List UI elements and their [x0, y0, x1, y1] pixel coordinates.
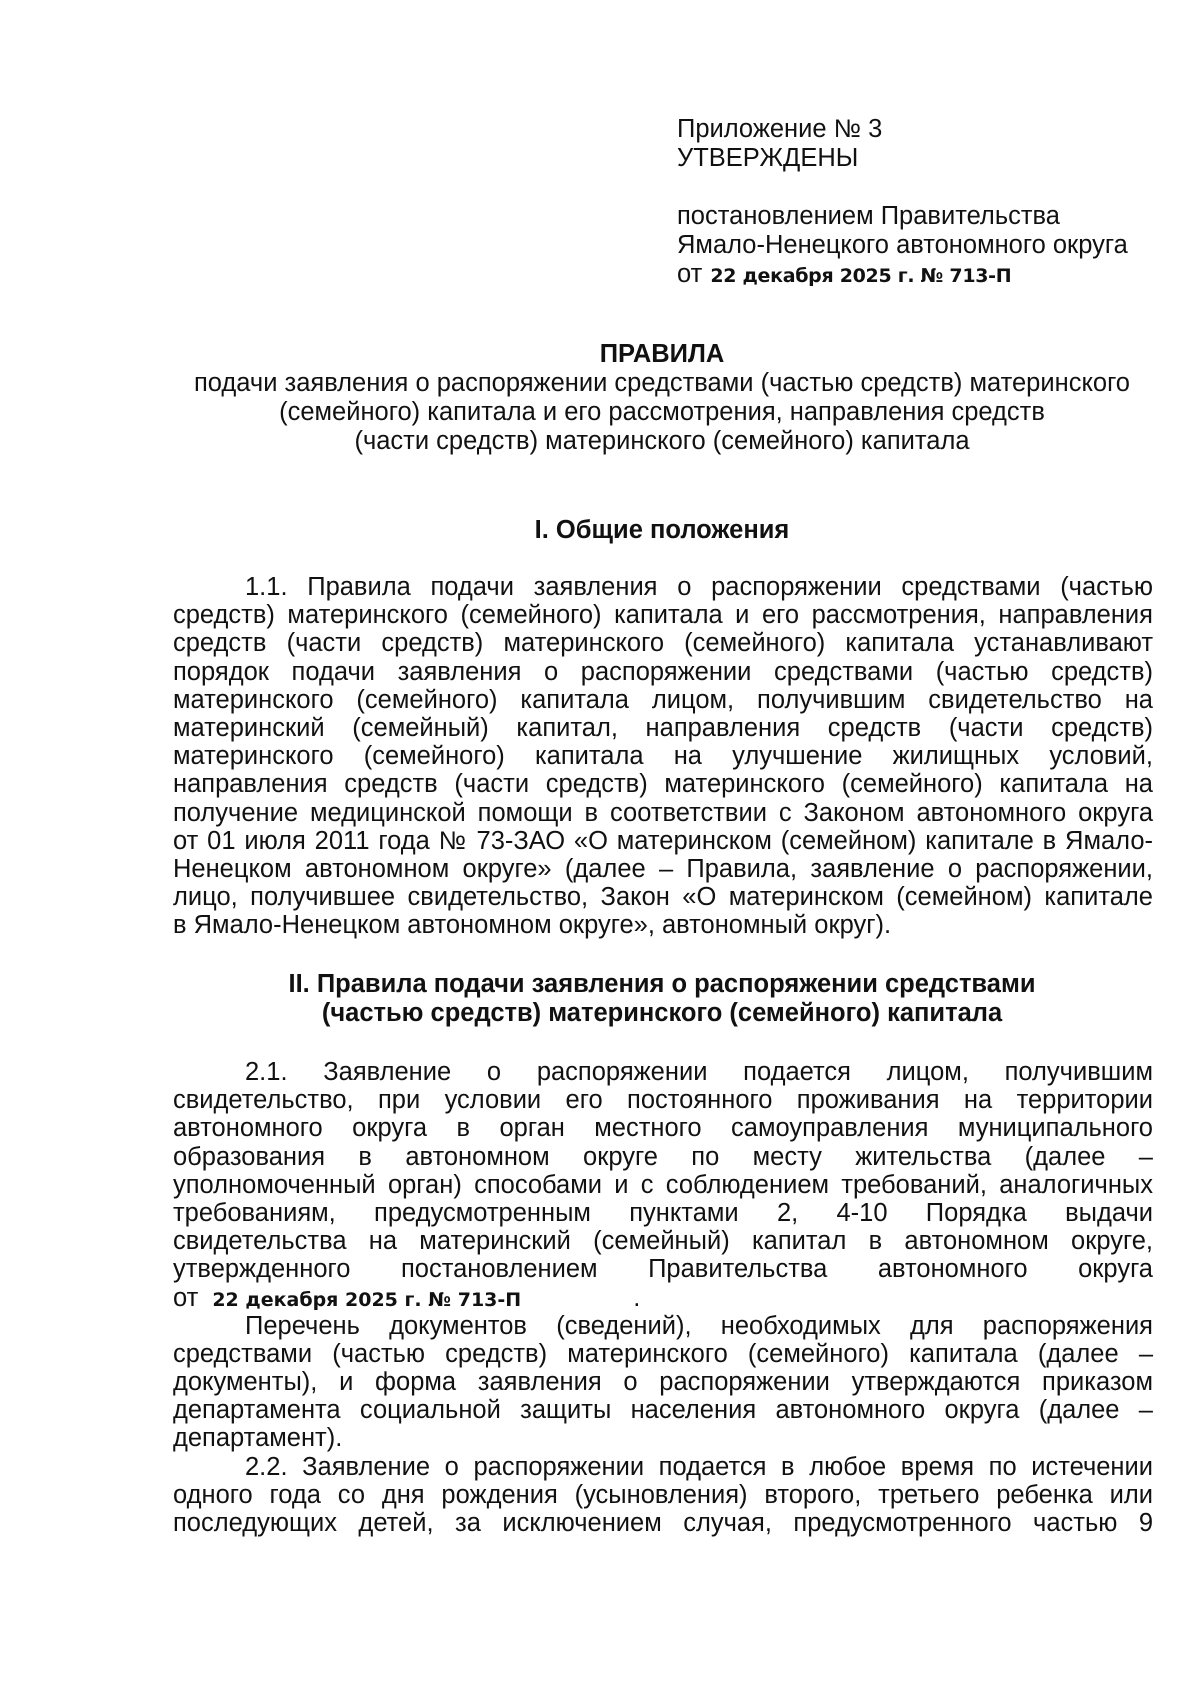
section-2-heading-line-1: II. Правила подачи заявления о распоряжении средствами: [288, 970, 1036, 998]
section-1-paragraph: [173, 573, 1153, 939]
text-line: порядок подачи заявления о распоряжении средствами (частью средств): [173, 657, 1153, 686]
section-2-heading: [172, 970, 1152, 1028]
date-prefix: от: [173, 1283, 199, 1312]
text-line: свидетельство, при условии его постоянного проживания на территории: [173, 1086, 1153, 1115]
text-line: средств) материнского (семейного) капитала и его рассмотрения, направления: [173, 601, 1153, 630]
resolution-date-stamp: 22 декабря 2025 г. № 713-П: [710, 265, 1012, 287]
text-line: департамент).: [173, 1424, 343, 1453]
approved-label: УТВЕРЖДЕНЫ: [677, 144, 859, 172]
text-line: последующих детей, за исключением случая, предусмотренного частью 9: [173, 1509, 1153, 1537]
text-line: 2.2. Заявление о распоряжении подается в любое время по истечении: [245, 1452, 1153, 1481]
text-line: свидетельства на материнский (семейный) капитал в автономном округе,: [173, 1227, 1153, 1256]
text-line: утвержденного постановлением Правительства автономного округа: [173, 1255, 1153, 1284]
text-line: направления средств (части средств) материнского (семейного) капитала на: [173, 770, 1153, 799]
text-line: материнского (семейного) капитала на улучшение жилищных условий,: [173, 742, 1153, 771]
text-line: документы), и форма заявления о распоряжении утверждаются приказом: [173, 1368, 1153, 1397]
text-line: получение медицинской помощи в соответствии с Законом автономного округа: [173, 798, 1153, 827]
text-line: средств (части средств) материнского (семейного) капитала устанавливают: [173, 629, 1153, 658]
text-line: лицо, получившее свидетельство, Закон «О материнском (семейном) капитале: [173, 883, 1153, 912]
text-line: от 01 июля 2011 года № 73-ЗАО «О материнском (семейном) капитале в Ямало-: [173, 826, 1153, 855]
text-line: Ненецком автономном округе» (далее – Правила, заявление о распоряжении,: [173, 854, 1153, 883]
approval-header: [677, 115, 1177, 291]
resolution-line: постановлением Правительства: [677, 202, 1060, 230]
text-line: уполномоченный орган) способами и с соблюдением требований, аналогичных: [173, 1170, 1153, 1199]
text-line: департамента социальной защиты населения автономного округа (далее –: [173, 1396, 1153, 1425]
text-line: средствами (частью средств) материнского (семейного) капитала (далее –: [173, 1339, 1153, 1368]
text-line: Перечень документов (сведений), необходимых для распоряжения: [245, 1311, 1153, 1340]
date-suffix: .: [633, 1283, 641, 1312]
text-line: автономного округа в орган местного самоуправления муниципального: [173, 1114, 1153, 1143]
resolution-date-inline: [173, 1284, 1153, 1312]
title-main: ПРАВИЛА: [599, 340, 725, 368]
text-line: в Ямало-Ненецком автономном округе», автономный округ).: [173, 911, 892, 940]
title-sub-line-1: подачи заявления о распоряжении средствами (частью средств) материнского: [193, 369, 1130, 397]
text-line: требованиям, предусмотренным пунктами 2, 4-10 Порядка выдачи: [173, 1198, 1153, 1227]
document-title: [172, 340, 1152, 456]
date-prefix: от: [677, 260, 703, 288]
text-line: 1.1. Правила подачи заявления о распоряжении средствами (частью: [245, 573, 1153, 601]
government-name: Ямало-Ненецкого автономного округа: [677, 231, 1128, 259]
text-line: материнского (семейного) капитала лицом, получившим свидетельство на: [173, 685, 1153, 714]
text-line: образования в автономном округе по месту жительства (далее –: [173, 1142, 1153, 1171]
resolution-date-line: [677, 260, 1177, 291]
text-line: 2.1. Заявление о распоряжении подается лицом, получившим: [245, 1058, 1153, 1086]
title-sub-line-3: (части средств) материнского (семейного) капитала: [354, 427, 970, 455]
appendix-number: Приложение № 3: [677, 115, 883, 143]
section-2-paragraphs: [173, 1058, 1153, 1537]
section-2-heading-line-2: (частью средств) материнского (семейного) капитала: [321, 999, 1003, 1027]
text-line: одного года со дня рождения (усыновления) второго, третьего ребенка или: [173, 1480, 1153, 1509]
section-1-heading: I. Общие положения: [534, 516, 790, 544]
text-line: материнский (семейный) капитал, направления средств (части средств): [173, 713, 1153, 742]
resolution-date-stamp: 22 декабря 2025 г. № 713-П: [212, 1288, 522, 1311]
title-sub-line-2: (семейного) капитала и его рассмотрения, направления средств: [279, 398, 1045, 426]
